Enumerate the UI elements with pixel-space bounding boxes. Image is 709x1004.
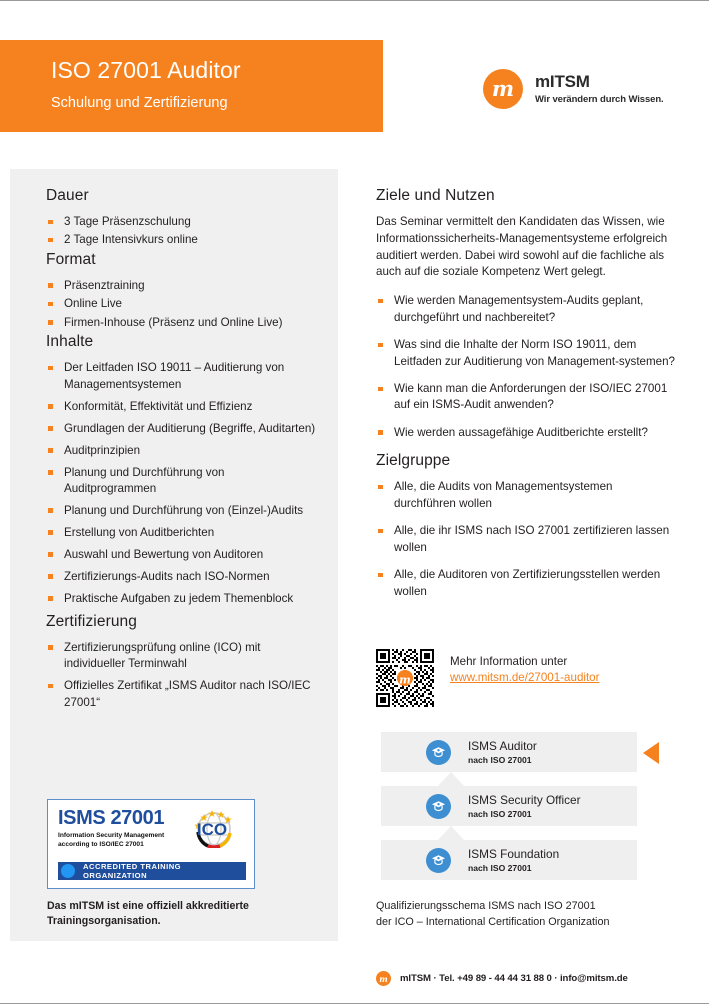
qualification-scheme (381, 732, 677, 894)
scheme-title: ISMS Foundation (468, 846, 560, 861)
graduation-cap-icon (426, 794, 451, 819)
list-item: Was sind die Inhalte der Norm ISO 19011, dem Leitfaden zur Auditierung von Management-systemen? (376, 337, 676, 370)
list-item: Online Live (46, 296, 318, 312)
list-item: Wie werden Managementsystem-Audits geplant, durchgeführt und nachbereitet? (376, 293, 676, 326)
list-item: Erstellung von Auditberichten (46, 525, 318, 541)
qr-info-text (450, 655, 600, 686)
list-item: Firmen-Inhouse (Präsenz und Online Live) (46, 315, 318, 331)
list-inhalte (46, 360, 318, 607)
list-zertifizierung (46, 640, 318, 711)
badge-title: ISMS 27001 (58, 807, 165, 829)
scheme-text (468, 739, 537, 765)
scheme-norm: nach ISO 27001 (468, 755, 532, 766)
list-item: Konformität, Effektivität und Effizienz (46, 399, 318, 415)
footer-brand-mark-icon (376, 971, 391, 986)
page-title: ISO 27001 Auditor (51, 57, 241, 83)
scheme-text (468, 847, 559, 873)
course-url-link[interactable]: www.mitsm.de/27001-auditor (450, 671, 600, 684)
scheme-title: ISMS Auditor (468, 738, 537, 753)
list-item: Wie kann man die Anforderungen der ISO/IEC 27001 auf ein ISMS-Audit anwenden? (376, 381, 676, 414)
list-item: Alle, die Auditoren von Zertifizierungsstellen werden wollen (376, 567, 676, 600)
section-heading-format: Format (46, 250, 96, 268)
brand-mark-icon (483, 69, 523, 109)
section-heading-inhalte: Inhalte (46, 333, 94, 351)
list-item: Praktische Aufgaben zu jedem Themenblock (46, 591, 318, 607)
section-heading-zertifizierung: Zertifizierung (46, 612, 137, 630)
list-item: Planung und Durchführung von (Einzel-)Audits (46, 503, 318, 519)
section-heading-dauer: Dauer (46, 187, 89, 204)
list-dauer (46, 214, 318, 249)
right-column (376, 187, 676, 611)
qr-info-block (376, 649, 600, 707)
list-ziele (376, 293, 676, 441)
scheme-connector-notch (438, 826, 464, 840)
page-subtitle: Schulung und Zertifizierung (51, 95, 228, 111)
isms-accreditation-badge (47, 799, 255, 889)
list-item: Alle, die ihr ISMS nach ISO 27001 zertifizieren lassen wollen (376, 523, 676, 556)
list-item: Zertifizierungs-Audits nach ISO-Normen (46, 569, 318, 585)
section-heading-ziele: Ziele und Nutzen (376, 187, 495, 204)
brand-claim: Wir verändern durch Wissen. (535, 94, 664, 106)
svg-text:m: m (399, 673, 411, 687)
badge-bar-label: ACCREDITED TRAINING ORGANIZATION (83, 862, 182, 880)
list-item: 2 Tage Intensivkurs online (46, 232, 318, 248)
section-heading-zielgruppe: Zielgruppe (376, 452, 451, 470)
brand-name: mITSM (535, 71, 590, 91)
scheme-caption-line1: Qualifizierungsschema ISMS nach ISO 27001 (376, 900, 596, 912)
scheme-norm: nach ISO 27001 (468, 809, 532, 820)
graduation-cap-icon (426, 740, 451, 765)
footer-contact-text: mITSM · Tel. +49 89 - 44 44 31 88 0 · info@mitsm.de (400, 973, 628, 984)
list-item: Zertifizierungsprüfung online (ICO) mit individueller Terminwahl (46, 640, 318, 673)
brand-text (535, 73, 664, 106)
scheme-connector-notch (438, 772, 464, 786)
list-item: Alle, die Audits von Managementsystemen durchführen wollen (376, 479, 676, 512)
list-item: Grundlagen der Auditierung (Begriffe, Auditarten) (46, 421, 318, 437)
current-level-pointer-icon (643, 742, 659, 764)
badge-note-text: Das mITSM ist eine offiziell akkreditierte Trainingsorganisation. (47, 900, 249, 928)
footer-contact (376, 971, 628, 986)
ico-globe-icon (178, 806, 246, 848)
footer-brand-letter: m (379, 973, 388, 984)
scheme-text (468, 793, 581, 819)
list-item: 3 Tage Präsenzschulung (46, 214, 318, 230)
brand-logo (483, 69, 664, 109)
header-banner (0, 40, 383, 132)
scheme-row-foundation[interactable] (381, 840, 637, 880)
list-format (46, 278, 318, 331)
badge-accreditation-bar (58, 862, 246, 880)
scheme-title: ISMS Security Officer (468, 792, 581, 807)
left-column (46, 187, 318, 717)
scheme-norm: nach ISO 27001 (468, 863, 532, 874)
list-item: Wie werden aussagefähige Auditberichte erstellt? (376, 425, 676, 441)
list-item: Präsenztraining (46, 278, 318, 294)
brand-mark-letter: m (491, 75, 515, 101)
qr-info-label: Mehr Information unter (450, 655, 568, 668)
badge-subtitle (58, 832, 164, 849)
list-item: Offizielles Zertifikat „ISMS Auditor nach ISO/IEC 27001“ (46, 678, 318, 711)
list-zielgruppe (376, 479, 676, 600)
scheme-row-security-officer[interactable] (381, 786, 637, 826)
badge-dot-icon (61, 864, 75, 878)
scheme-caption-line2: der ICO – International Certification Organization (376, 915, 610, 928)
ziele-paragraph: Das Seminar vermittelt den Kandidaten das Wissen, wie Informationssicherheits-Managementsysteme erfolgreich auditiert werden. Dabei wird sowohl auf die fachliche als auch auf die soziale Kompetenz Wert gelegt. (376, 215, 668, 279)
list-item: Auditprinzipien (46, 443, 318, 459)
ico-label: ICO (196, 820, 228, 839)
badge-subtitle-line1: Information Security Management (58, 832, 165, 839)
scheme-row-auditor[interactable] (381, 732, 637, 772)
list-item: Der Leitfaden ISO 19011 – Auditierung von Managementsystemen (46, 360, 318, 393)
list-item: Planung und Durchführung von Auditprogrammen (46, 465, 318, 498)
list-item: Auswahl und Bewertung von Auditoren (46, 547, 318, 563)
graduation-cap-icon (426, 848, 451, 873)
scheme-caption (376, 899, 609, 930)
qr-code-icon[interactable] (376, 649, 434, 707)
badge-subtitle-line2: according to ISO/IEC 27001 (58, 840, 144, 848)
